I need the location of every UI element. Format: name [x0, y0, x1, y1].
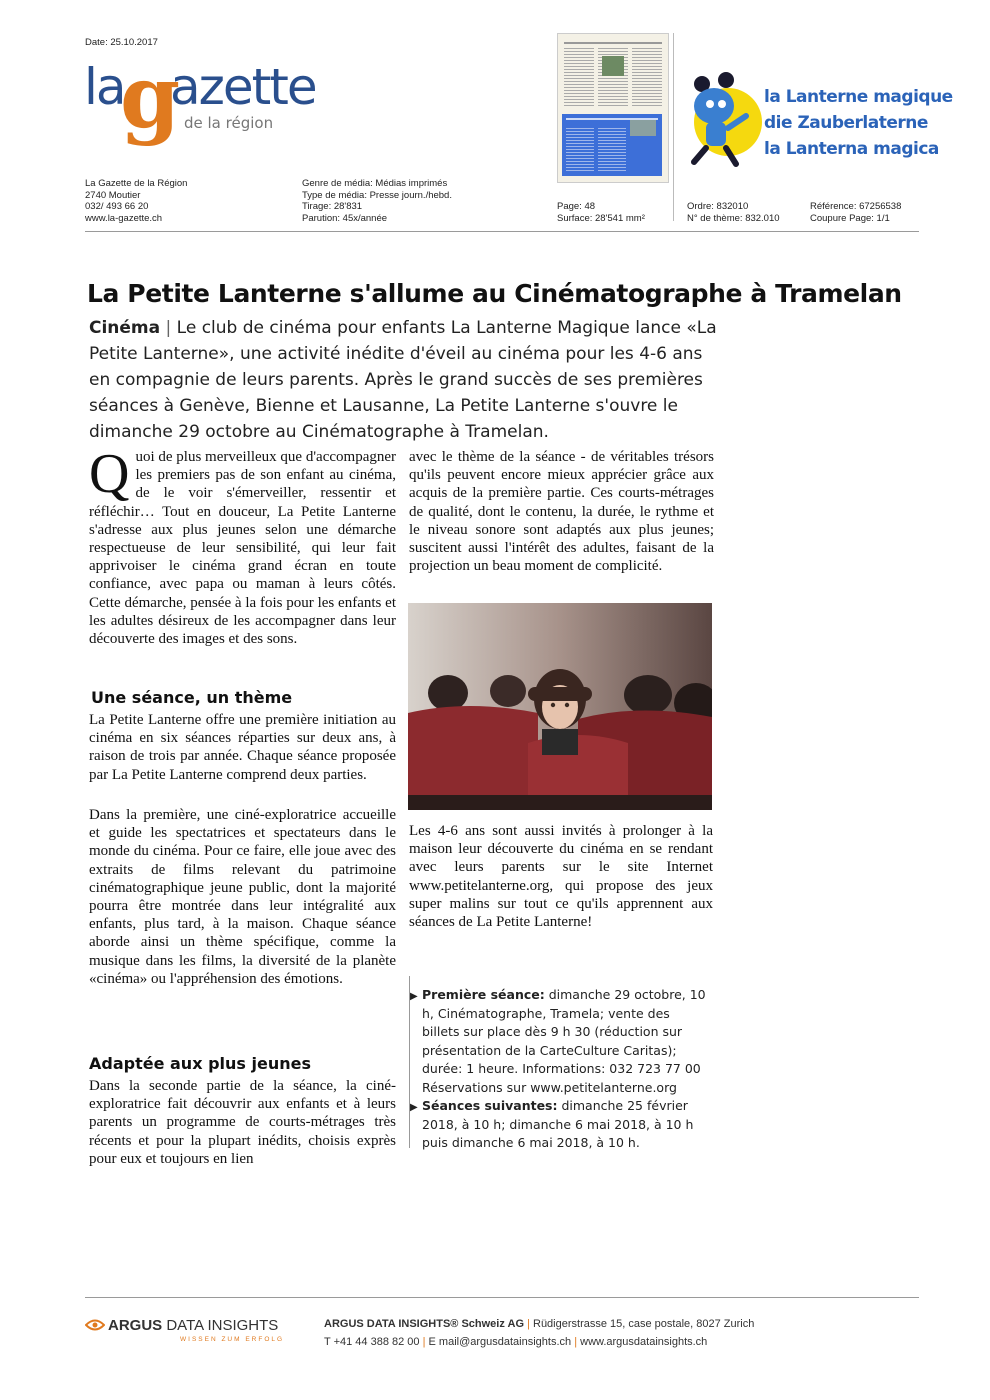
paragraph-2: La Petite Lanterne offre une première initiation au cinéma en six séances réparties sur deux ans, à raison de trois par année. Chaque séance proposée par La Petite Lanterne comprend deux parties.	[89, 712, 396, 783]
footer-website[interactable]: www.argusdatainsights.ch	[580, 1336, 708, 1348]
lanterne-line-3: la Lanterna magica	[764, 139, 939, 159]
clipping-date: Date: 25.10.2017	[85, 37, 158, 48]
page-thumbnail	[557, 33, 669, 183]
subheading-adaptee: Adaptée aux plus jeunes	[89, 1054, 311, 1073]
paragraph-6: Les 4-6 ans sont aussi invités à prolonger à la maison leur découverte du cinéma en se rendant avec leurs parents sur le site Internet www.petitelanterne.org, qui propose des jeux super malins sur tout ce qu'ils apprennent aux séances de La Petite Lanterne!	[409, 823, 713, 931]
paragraph-3: Dans la première, une ciné-exploratrice accueille et guide les spectatrices et spectateurs dans le monde du cinéma. Pour ce faire, elle joue avec des extraits de films relevant du patrimoine cinématographique jeune public, dont la majorité pourra être montrée dans leur intégralité aux enfants, plus tard, à la maison. Chaque séance aborde ainsi un thème spécifique, comme la musique dans les films, la diversité de la planète «cinéma» ou l'appréhension des émotions.	[89, 807, 396, 987]
lead-text: Le club de cinéma pour enfants La Lanterne Magique lance «La Petite Lanterne», une activité inédite d'éveil au cinéma pour les 4-6 ans en compagnie de leurs parents. Après le grand succès de ses premières séances à Genève, Bienne et Lausanne, La Petite Lanterne s'ouvre le dimanche 29 octobre au Cinématographe à Tramelan.	[89, 318, 717, 442]
reference-info: Référence: 67256538 Coupure Page: 1/1	[810, 201, 902, 224]
info-box	[410, 986, 710, 1153]
article-photo	[408, 603, 712, 810]
paragraph-4: Dans la seconde partie de la séance, la ciné-exploratrice fait découvrir aux enfants et à leurs parents un programme de courts-métrages très récents et pour la plupart inédits, choisis exprès pour eux et toujours en lien	[89, 1078, 396, 1167]
triangle-icon: ▶	[410, 991, 418, 1002]
lanterne-line-1: la Lanterne magique	[764, 87, 953, 107]
footer-email[interactable]: E mail@argusdatainsights.ch	[428, 1336, 572, 1348]
subheading-seance-theme: Une séance, un thème	[91, 688, 293, 707]
cinema-children-photo	[408, 603, 712, 810]
dropcap: Q	[89, 443, 130, 505]
header-rule	[85, 231, 919, 232]
eye-icon	[85, 1318, 105, 1332]
article-kicker: Cinéma	[89, 318, 161, 338]
footer-phone: T +41 44 388 82 00	[324, 1336, 420, 1348]
triangle-icon: ▶	[410, 1102, 418, 1113]
footer-company: ARGUS DATA INSIGHTS® Schweiz AG	[324, 1318, 525, 1330]
order-info: Ordre: 832010 N° de thème: 832.010	[687, 201, 780, 224]
logo-subtitle: de la région	[184, 114, 274, 132]
logo-g: g	[120, 47, 181, 148]
argus-tagline: WISSEN ZUM ERFOLG	[180, 1336, 285, 1343]
logo-azette: azette	[170, 58, 316, 116]
media-info: Genre de média: Médias imprimés Type de média: Presse journ./hebd. Tirage: 28'831 Parution: 45x/année	[302, 178, 452, 224]
article-lead: Cinéma | Le club de cinéma pour enfants La Lanterne Magique lance «La Petite Lanterne», une activité inédite d'éveil au cinéma pour les 4-6 ans en compagnie de leurs parents. Après le grand succès de ses premières séances à Genève, Bienne et Lausanne, La Petite Lanterne s'ouvre le dimanche 29 octobre au Cinématographe à Tramelan.	[89, 318, 717, 442]
footer-line-2: T +41 44 388 82 00 | E mail@argusdatainsights.ch | www.argusdatainsights.ch	[324, 1336, 708, 1348]
footer-address: Rüdigerstrasse 15, case postale, 8027 Zurich	[533, 1318, 755, 1330]
paragraph-1: uoi de plus merveilleux que d'accompagner les premiers pas de son enfant au cinéma, de le voir s'émerveiller, ressentir et réfléchir… Tout en douceur, La Petite Lanterne s'adresse aux plus jeunes selon une démarche respectueuse de leur sensibilité, qui leur fait apprivoiser le cinéma grand écran en toute confiance, avec papa ou maman à leurs côtés. Cette démarche, pensée à la fois pour les enfants et les adultes désireux de les accompagner dans leur découverte des images et des sons.	[89, 449, 396, 648]
page-info: Page: 48 Surface: 28'541 mm²	[557, 201, 645, 224]
footer-line-1: ARGUS DATA INSIGHTS® Schweiz AG | Rüdigerstrasse 15, case postale, 8027 Zurich	[324, 1318, 755, 1330]
article-title: La Petite Lanterne s'allume au Cinématographe à Tramelan	[87, 279, 902, 308]
argus-logo	[85, 1316, 305, 1346]
lanterne-magique-logo	[684, 72, 953, 172]
mascot-icon	[684, 72, 764, 168]
header-divider	[673, 33, 674, 221]
paragraph-5: avec le thème de la séance - de véritables trésors qu'ils peuvent encore mieux apprécier grâce aux acquis de la première partie. Ces courts-métrages de qualité, dont le contenu, la durée, le rythme et le niveau sonore sont adaptés aux plus jeunes; suscitent aussi l'intérêt des adultes, faisant de la projection un beau moment de complicité.	[409, 449, 714, 575]
logo-la: la	[84, 58, 125, 116]
publisher-info: La Gazette de la Région 2740 Moutier 032/ 493 66 20 www.la-gazette.ch	[85, 178, 188, 224]
footer-rule	[85, 1297, 919, 1298]
argus-brand: ARGUS DATA INSIGHTS	[108, 1317, 279, 1334]
info-next-sessions: ▶ Séances suivantes: dimanche 25 février 2018, à 10 h; dimanche 6 mai 2018, à 10 h puis dimanche 6 mai 2018, à 10 h.	[410, 1098, 694, 1150]
paragraph-intro	[89, 443, 396, 648]
info-first-session: ▶ Première séance: dimanche 29 octobre, 10 h, Cinématographe, Tramela; vente des billets sur place dès 9 h 30 (réduction sur présentation de la CarteCulture Caritas); durée: 1 heure. Informations: 032 723 77 00 Réservations sur www.petitelanterne.org	[410, 987, 706, 1095]
gazette-logo	[84, 47, 324, 152]
lanterne-line-2: die Zauberlaterne	[764, 113, 928, 133]
